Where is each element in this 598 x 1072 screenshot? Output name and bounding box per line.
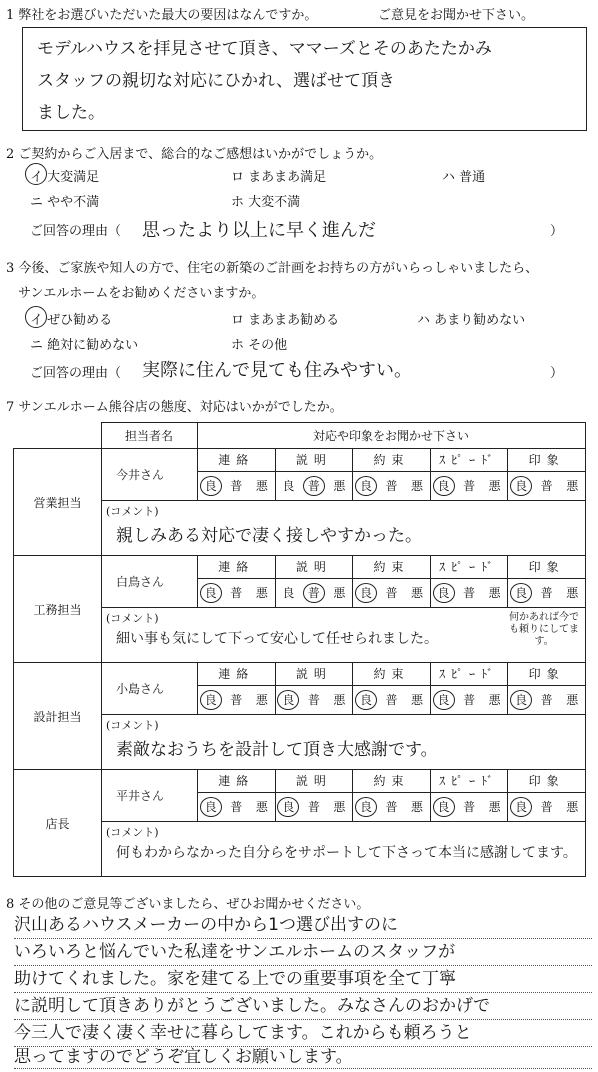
rating-values	[198, 579, 585, 607]
rating-cell	[198, 556, 586, 608]
rating-option: 悪	[488, 479, 501, 494]
rating-option: 普	[307, 693, 320, 708]
criteria-label: ｽﾋﾟｰﾄﾞ	[431, 449, 509, 471]
q7-question: 7 サンエルホーム熊谷店の態度、対応はいかがでしたか。	[6, 400, 343, 415]
rating-selected: 良	[277, 690, 299, 710]
rating-group	[198, 793, 276, 821]
q3-option-label: イ ぜひ勧める	[30, 313, 113, 328]
rating-selected: 良	[433, 797, 455, 817]
q8-line: 助けてくれました。家を建てる上での重要事項を全て丁寧	[14, 966, 592, 993]
rating-selected: 良	[355, 583, 377, 603]
criteria-label: ｽﾋﾟｰﾄﾞ	[431, 556, 509, 578]
rating-option: 悪	[255, 800, 268, 815]
criteria-label: 印象	[528, 453, 565, 468]
q3-option-selected	[30, 309, 112, 328]
rating-option: 普	[463, 586, 476, 601]
rating-option: 悪	[566, 586, 579, 601]
q1-answer-box	[22, 27, 587, 131]
q3-option: ニ 絶対に勧めない	[30, 338, 139, 353]
rating-option: 悪	[255, 693, 268, 708]
criteria-label: 連絡	[198, 663, 276, 685]
comment-text: 何もわからなかった自分らをサポートして下さって本当に感謝してます。	[116, 845, 577, 862]
rating-values	[198, 686, 585, 714]
criteria-label: ｽﾋﾟｰﾄﾞ	[431, 663, 509, 685]
rating-group	[198, 686, 276, 714]
rating-option: 悪	[411, 693, 424, 708]
rating-cell	[198, 770, 586, 822]
q3-reason-close: ）	[550, 366, 564, 381]
rating-option: 普	[230, 479, 243, 494]
q3-question-cont: サンエルホームをお勧めくださいますか。	[18, 286, 265, 301]
rating-option: 普	[230, 800, 243, 815]
criteria-label: 約束	[353, 556, 431, 578]
rating-option: 良	[282, 479, 295, 494]
rating-selected: 良	[510, 476, 532, 496]
rating-cell	[198, 663, 586, 715]
q3-option: ハ あまり勧めない	[417, 313, 526, 328]
q3-option: ロ まあまあ勧める	[231, 313, 340, 328]
comment-label: (コメント)	[106, 612, 159, 626]
rating-selected: 良	[433, 690, 455, 710]
rating-values	[198, 472, 585, 500]
rating-option: 普	[540, 800, 553, 815]
criteria-label: 連絡	[198, 770, 276, 792]
q1-question: 1 弊社をお選びいただいた最大の要因はなんですか。	[6, 8, 318, 23]
comment-cell	[102, 822, 586, 877]
q2-option-selected	[30, 166, 99, 185]
rating-option: 普	[385, 693, 398, 708]
rating-option: 悪	[333, 800, 346, 815]
staff-name: 小島さん	[102, 663, 198, 715]
criteria-header	[198, 449, 585, 472]
q3-reason: 実際に住んで見ても住みやすい。	[142, 360, 412, 381]
rating-cell	[198, 449, 586, 501]
q3-option: ホ その他	[231, 338, 288, 353]
criteria-label: 印象	[528, 560, 565, 575]
rating-selected: 良	[200, 476, 222, 496]
rating-option: 悪	[566, 693, 579, 708]
rating-option: 普	[230, 693, 243, 708]
rating-option: 良	[282, 586, 295, 601]
criteria-label: 連絡	[198, 449, 276, 471]
rating-option: 悪	[333, 693, 346, 708]
criteria-label: 説明	[276, 770, 354, 792]
evaluation-row	[13, 662, 586, 770]
rating-values	[198, 793, 585, 821]
staff-role: 工務担当	[14, 556, 102, 663]
rating-group	[353, 686, 431, 714]
comment-label: (コメント)	[106, 719, 159, 733]
q2-reason-close: ）	[550, 224, 564, 239]
q1-answer-line: スタッフの親切な対応にひかれ、選ばせて頂き	[37, 71, 396, 91]
q8-line: に説明して頂きありがとうございました。みなさんのおかげで	[14, 993, 592, 1020]
rating-selected: 良	[510, 690, 532, 710]
rating-group	[431, 472, 509, 500]
comment-cell	[102, 501, 586, 556]
q2-reason-label: ご回答の理由（	[30, 224, 122, 239]
rating-option: 悪	[333, 479, 346, 494]
rating-selected: 良	[355, 476, 377, 496]
rating-option: 普	[385, 800, 398, 815]
q2-option: ニ やや不満	[30, 195, 100, 210]
rating-group	[353, 579, 431, 607]
q8-line: 思ってますのでどうぞ宜しくお願いします。	[14, 1045, 592, 1069]
rating-option: 悪	[411, 586, 424, 601]
rating-selected: 良	[355, 797, 377, 817]
q2-reason: 思ったより以上に早く進んだ	[142, 220, 376, 241]
rating-group	[198, 472, 276, 500]
rating-option: 悪	[411, 479, 424, 494]
header-person: 担当者名	[101, 423, 197, 449]
q8-line: 今三人で凄く凄く幸せに暮らしてます。これからも頼ろうと	[14, 1020, 592, 1047]
comment-text: 細い事も気にして下って安心して任せられました。	[116, 631, 438, 648]
rating-option: 悪	[566, 479, 579, 494]
rating-group	[431, 686, 509, 714]
comment-cell	[102, 715, 586, 770]
rating-group	[276, 579, 354, 607]
evaluation-row	[13, 448, 586, 556]
rating-option: 悪	[566, 800, 579, 815]
header-criteria: 対応や印象をお聞かせ下さい	[197, 423, 585, 449]
evaluation-row	[13, 769, 586, 877]
evaluation-row	[13, 555, 586, 663]
q3-question: 3 今後、ご家族や知人の方で、住宅の新築のご計画をお持ちの方がいらっしゃいましたら、	[6, 261, 539, 276]
staff-role: 設計担当	[14, 663, 102, 770]
rating-group	[353, 472, 431, 500]
q8-question: 8 その他のご意見等ございましたら、ぜひお聞かせください。	[6, 897, 370, 912]
rating-group	[276, 793, 354, 821]
rating-selected: 良	[277, 797, 299, 817]
rating-group	[431, 793, 509, 821]
criteria-header	[198, 556, 585, 579]
staff-role: 店長	[14, 770, 102, 877]
selection-circle	[25, 306, 47, 328]
rating-group	[508, 686, 585, 714]
q2-option: ホ 大変不満	[231, 195, 301, 210]
rating-selected: 良	[355, 690, 377, 710]
staff-name: 白鳥さん	[102, 556, 198, 608]
rating-option: 普	[540, 693, 553, 708]
rating-group	[508, 793, 585, 821]
comment-text: 親しみある対応で凄く接しやすかった。	[116, 526, 422, 547]
q1-answer-line: モデルハウスを拝見させて頂き、ママーズとそのあたたかみ	[37, 39, 492, 59]
q2-option: ハ 普通	[442, 170, 486, 185]
rating-option: 普	[540, 586, 553, 601]
comment-cell	[102, 608, 586, 663]
rating-selected: 良	[433, 583, 455, 603]
rating-group	[198, 579, 276, 607]
q8-line: いろいろと悩んでいた私達をサンエルホームのスタッフが	[14, 939, 592, 966]
rating-group	[508, 472, 585, 500]
staff-role: 営業担当	[14, 449, 102, 556]
criteria-label: 印象	[528, 774, 565, 789]
criteria-label: 説明	[276, 449, 354, 471]
rating-option: 悪	[255, 586, 268, 601]
rating-option: 悪	[255, 479, 268, 494]
rating-option: 普	[463, 479, 476, 494]
criteria-label: 約束	[353, 663, 431, 685]
criteria-label: 印象	[528, 667, 565, 682]
q2-option: ロ まあまあ満足	[231, 170, 327, 185]
rating-option: 普	[307, 800, 320, 815]
rating-option: 悪	[488, 693, 501, 708]
rating-option: 悪	[411, 800, 424, 815]
rating-selected: 普	[303, 583, 325, 603]
q1-prompt: ご意見をお聞かせ下さい。	[378, 8, 535, 23]
rating-option: 悪	[488, 586, 501, 601]
rating-option: 普	[385, 586, 398, 601]
rating-option: 普	[463, 693, 476, 708]
q1-answer-line: ました。	[37, 103, 105, 123]
rating-group	[276, 472, 354, 500]
rating-selected: 良	[200, 797, 222, 817]
rating-selected: 良	[510, 583, 532, 603]
q2-question: 2 ご契約からご入居まで、総合的なご感想はいかがでしょうか。	[6, 147, 383, 162]
rating-group	[431, 579, 509, 607]
criteria-label: ｽﾋﾟｰﾄﾞ	[431, 770, 509, 792]
rating-selected: 普	[303, 476, 325, 496]
rating-option: 普	[230, 586, 243, 601]
criteria-label: 約束	[353, 449, 431, 471]
comment-label: (コメント)	[106, 505, 159, 519]
rating-option: 普	[385, 479, 398, 494]
rating-selected: 良	[433, 476, 455, 496]
criteria-label: 約束	[353, 770, 431, 792]
rating-option: 普	[463, 800, 476, 815]
rating-group	[276, 686, 354, 714]
rating-option: 悪	[488, 800, 501, 815]
rating-option: 悪	[333, 586, 346, 601]
rating-selected: 良	[200, 690, 222, 710]
comment-note: 何かあれば今でも頼りにしてます。	[509, 612, 579, 648]
criteria-label: 説明	[276, 663, 354, 685]
comment-label: (コメント)	[106, 826, 159, 840]
rating-option: 普	[540, 479, 553, 494]
rating-group	[353, 793, 431, 821]
criteria-header	[198, 770, 585, 793]
rating-selected: 良	[200, 583, 222, 603]
criteria-header	[198, 663, 585, 686]
rating-group	[508, 579, 585, 607]
evaluation-table	[13, 422, 586, 449]
q8-line: 沢山あるハウスメーカーの中から1つ選び出すのに	[14, 912, 592, 939]
q2-option-label: イ 大変満足	[30, 170, 100, 185]
criteria-label: 説明	[276, 556, 354, 578]
q3-reason-label: ご回答の理由（	[30, 366, 122, 381]
staff-name: 今井さん	[102, 449, 198, 501]
staff-name: 平井さん	[102, 770, 198, 822]
rating-selected: 良	[510, 797, 532, 817]
selection-circle	[25, 163, 47, 185]
criteria-label: 連絡	[198, 556, 276, 578]
comment-text: 素敵なおうちを設計して頂き大感謝です。	[116, 740, 438, 761]
